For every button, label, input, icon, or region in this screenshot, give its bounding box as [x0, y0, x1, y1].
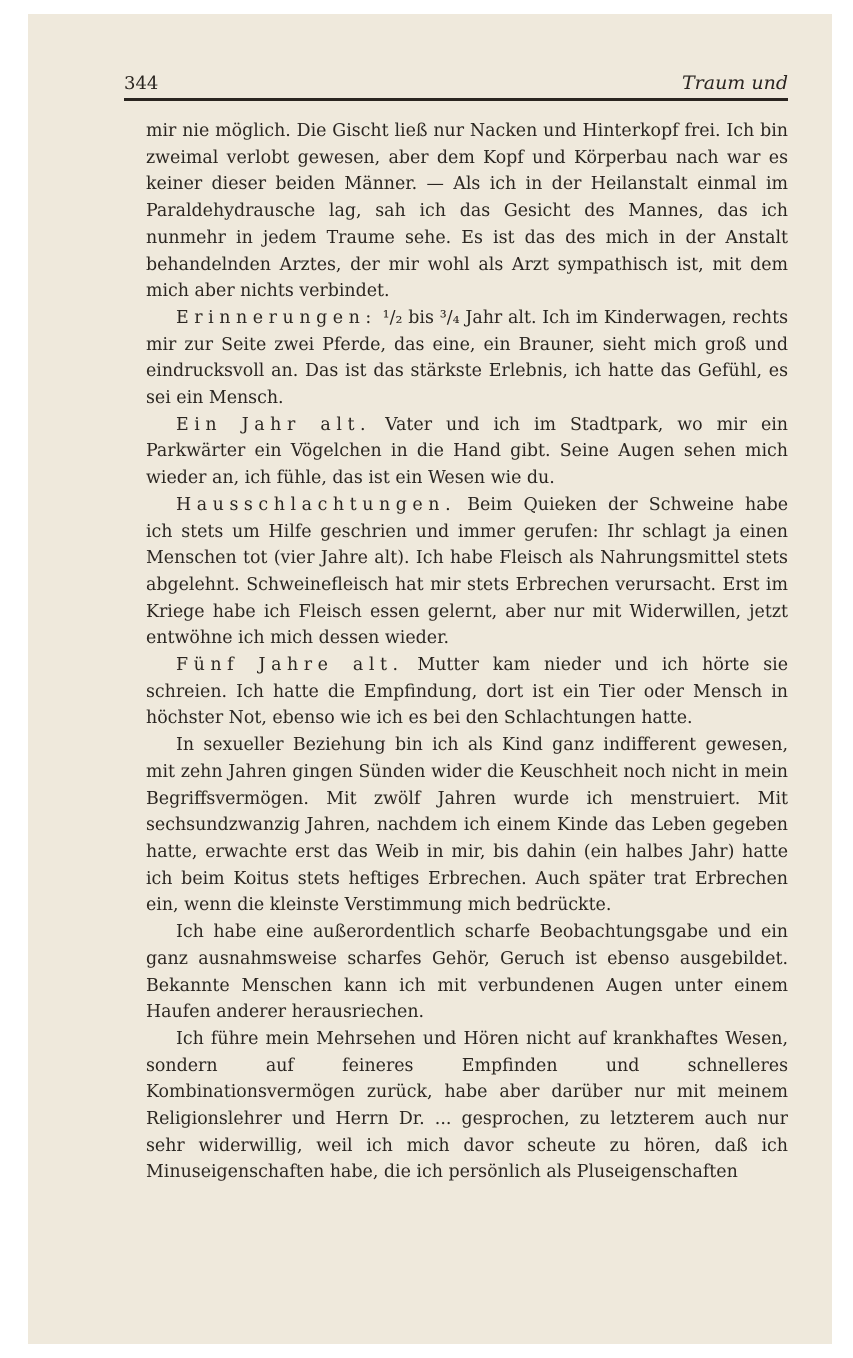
paragraph-text: Beim Quieken der Schweine habe ich stets um Hilfe geschrien und immer gerufen: Ihr schlagt ja einen Menschen tot (vier Jahre alt). Ich habe Fleisch als Nahrungsmittel stets abgelehnt. Schweinefleisch hat mir stets Erbrechen verursacht. Erst im Kriege habe ich Fleisch essen gelernt, aber nur mit Widerwillen, jetzt entwöhne ich mich dessen wieder. — [146, 494, 788, 649]
paragraph — [146, 118, 788, 305]
paragraph — [146, 412, 788, 492]
paragraph-text: mir nie möglich. Die Gischt ließ nur Nacken und Hinterkopf frei. Ich bin zweimal verlobt gewesen, aber dem Kopf und Körperbau nach war es keiner dieser beiden Männer. — Als ich in der Heilanstalt einmal im Paraldehydrausche lag, sah ich das Gesicht des Mannes, das ich nunmehr in jedem Traume sehe. Es ist das des mich in der Anstalt behandelnden Arztes, der mir wohl als Arzt sympathisch ist, mit dem mich aber nichts verbindet. — [146, 121, 788, 302]
paragraph — [146, 919, 788, 1026]
paragraph-text: Mutter kam nieder und ich hörte sie schreien. Ich hatte die Empfindung, dort ist ein Tier oder Mensch in höchster Not, ebenso wie ich es bei den Schlachtungen hatte. — [146, 655, 788, 729]
paragraph-lead: Fünf Jahre alt. — [176, 655, 404, 676]
paragraph-lead: Erinnerungen: — [176, 307, 377, 328]
paragraph — [146, 305, 788, 412]
paragraph-text: In sexueller Beziehung bin ich als Kind ganz indifferent gewesen, mit zehn Jahren gingen Sünden wider die Keuschheit noch nicht in mein Begriffsvermögen. Mit zwölf Jahren wurde ich menstruiert. Mit sechsundzwanzig Jahren, nachdem ich einem Kinde das Leben gegeben hatte, erwachte erst das Weib in mir, bis dahin (ein halbes Jahr) hatte ich beim Koitus stets heftiges Erbrechen. Auch später trat Erbrechen ein, wenn die kleinste Verstimmung mich bedrückte. — [146, 735, 788, 916]
body-text — [146, 118, 788, 1186]
paragraph — [146, 492, 788, 652]
paragraph-text: Ich führe mein Mehrsehen und Hören nicht auf krankhaftes Wesen, sondern auf feineres Empfinden und schnelleres Kombinationsvermögen zurück, habe aber darüber nur mit meinem Religionslehrer und Herrn Dr. ... gesprochen, zu letzterem auch nur sehr widerwillig, weil ich mich davor scheute zu hören, daß ich Minuseigenschaften habe, die ich persönlich als Pluseigenschaften — [146, 1028, 788, 1183]
page-number: 344 — [124, 73, 159, 94]
paragraph — [146, 732, 788, 919]
paragraph-text: Vater und ich im Stadtpark, wo mir ein Parkwärter ein Vögelchen in die Hand gibt. Seine Augen sehen mich wieder an, ich fühle, das ist ein Wesen wie du. — [146, 414, 789, 489]
running-title: Traum und — [681, 72, 788, 94]
paragraph-lead: Ein Jahr alt. — [176, 414, 372, 435]
page-header — [124, 66, 788, 101]
paragraph — [146, 1026, 788, 1186]
paragraph-text: ¹/₂ bis ³/₄ Jahr alt. Ich im Kinderwagen, rechts mir zur Seite zwei Pferde, das eine, ein Brauner, sieht mich groß und eindrucksvoll an. Das ist das stärkste Erlebnis, ich hatte das Gefühl, es sei ein Mensch. — [146, 307, 788, 409]
paragraph — [146, 652, 788, 732]
paragraph-lead: Hausschlachtungen. — [176, 494, 457, 515]
paragraph-text: Ich habe eine außerordentlich scharfe Beobachtungsgabe und ein ganz ausnahmsweise scharfes Gehör, Geruch ist ebenso ausgebildet. Bekannte Menschen kann ich mit verbundenen Augen unter einem Haufen anderer herausriechen. — [146, 922, 788, 1023]
